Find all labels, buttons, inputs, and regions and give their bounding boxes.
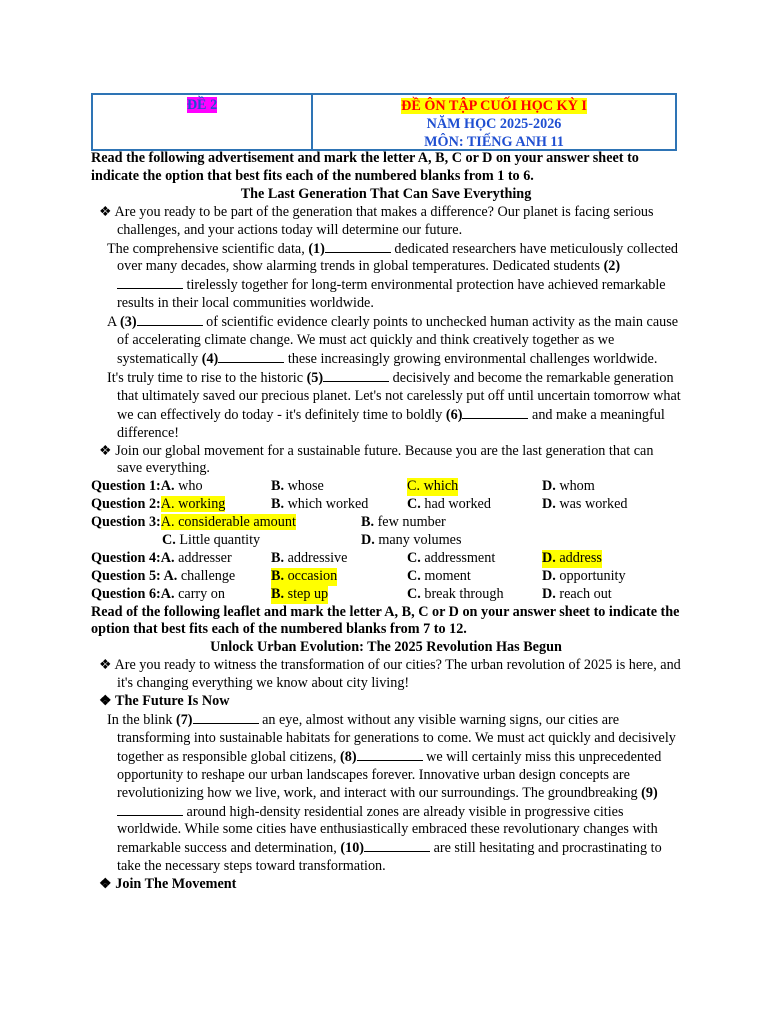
part2-instruction: Read of the following leaflet and mark the letter A, B, C or D on your answer sheet to indicate the option that best fits each of the numbered blanks from 7 to 12. — [91, 603, 680, 638]
highlighted-answer[interactable]: A. working — [160, 496, 226, 513]
document-body — [91, 150, 681, 894]
question-row: Question 6:A. carry on B. step up C. break through D. reach out — [91, 585, 612, 602]
highlighted-answer[interactable]: A. considerable amount — [160, 514, 296, 531]
part2-heading-join: ❖ Join The Movement — [99, 876, 237, 893]
part1-instruction: Read the following advertisement and mark the letter A, B, C or D on your answer sheet to indicate the option that best fits each of the numbered blanks from 1 to 6. — [91, 150, 639, 184]
diamond-bullet-icon: ❖ — [99, 876, 116, 893]
question-row-cont: C. Little quantity D. many volumes — [162, 531, 462, 548]
header-code-cell — [93, 95, 313, 149]
question-row: Question 5: A. challenge B. occasion C. moment D. opportunity — [91, 567, 626, 584]
blank-2[interactable] — [117, 276, 183, 289]
header-title-cell — [313, 95, 675, 149]
highlighted-answer[interactable]: B. step up — [271, 585, 329, 602]
exam-code: ĐỀ 2 — [186, 97, 218, 113]
part1-title: The Last Generation That Can Save Everything — [240, 185, 532, 202]
part1-para3: A (3) of scientific evidence clearly points to unchecked human activity as the main cause of accelerating climate change. We must act quickly and think creatively together as we systematically (4) these increasingly growing environmental challenges worldwide. — [107, 314, 679, 367]
subject: MÔN: TIẾNG ANH 11 — [424, 134, 564, 150]
part1-para5: ❖ Join our global movement for a sustainable future. Because you are the last generation that can save everything. — [99, 442, 654, 477]
school-year: NĂM HỌC 2025-2026 — [426, 116, 562, 132]
blank-8[interactable] — [357, 748, 423, 761]
part1-para4: It's truly time to rise to the historic (5) decisively and become the remarkable generation that ultimately saved our precious planet. Let's not carelessly put off until uncertain tomorrow what we can effectively do today - it's definitely time to boldly (6) and make a meaningful difference! — [107, 369, 681, 441]
part2-heading-future: ❖ The Future Is Now — [99, 693, 230, 710]
highlighted-answer[interactable]: C. which — [407, 478, 459, 495]
part1-para2: The comprehensive scientific data, (1) dedicated researchers have meticulously collected over many decades, show alarming trends in global temperatures. Dedicated students (2) tirelessly together for long-term environmental protection have achieved remarkable results in their local communities worldwide. — [107, 240, 679, 312]
highlighted-answer[interactable]: B. occasion — [271, 567, 338, 584]
blank-10[interactable] — [364, 839, 430, 852]
blank-5[interactable] — [323, 369, 389, 382]
question-row: Question 1:A. who B. whose C. which D. whom — [91, 478, 595, 495]
highlighted-answer[interactable]: D. address — [542, 549, 602, 566]
part1-para1: ❖ Are you ready to be part of the generation that makes a difference? Our planet is facing serious challenges, and your actions today will determine our future. — [99, 203, 654, 238]
part2-para1: ❖ Are you ready to witness the transformation of our cities? The urban revolution of 2025 is here, and it's changing everything we know about city living! — [99, 657, 681, 692]
diamond-bullet-icon: ❖ — [99, 657, 115, 674]
blank-7[interactable] — [193, 711, 259, 724]
blank-9[interactable] — [117, 803, 183, 816]
question-row: Question 2:A. working B. which worked C. had worked D. was worked — [91, 496, 628, 513]
part2-title: Unlock Urban Evolution: The 2025 Revolution Has Begun — [210, 639, 562, 656]
exam-title: ĐỀ ÔN TẬP CUỐI HỌC KỲ I — [401, 98, 587, 114]
header-table — [91, 93, 677, 151]
diamond-bullet-icon: ❖ — [99, 203, 115, 220]
blank-1[interactable] — [325, 240, 391, 253]
blank-3[interactable] — [137, 313, 203, 326]
diamond-bullet-icon: ❖ — [99, 442, 116, 459]
blank-6[interactable] — [462, 406, 528, 419]
blank-4[interactable] — [218, 350, 284, 363]
part2-para2: In the blink (7) an eye, almost without any visible warning signs, our cities are transforming into sustainable habitats for generations to come. We must act quickly and decisively together as responsible global citizens, (8) we will certainly miss this unprecedented opportunity to reshape our urban landscapes forever. Innovative urban design concepts are revolutionizing how we live, work, and interact with our surroundings. The groundbreaking (9) around high-density residential zones are already visible in progressive cities worldwide. While some cities have enthusiastically embraced these revolutionary changes with remarkable success and determination, (10) are still hesitating and procrastinating to take the necessary steps toward transformation. — [107, 711, 676, 875]
question-row: Question 4:A. addresser B. addressive C. addressment D. address — [91, 549, 602, 566]
question-row: Question 3:A. considerable amount B. few number — [91, 514, 446, 531]
diamond-bullet-icon: ❖ — [99, 693, 116, 710]
